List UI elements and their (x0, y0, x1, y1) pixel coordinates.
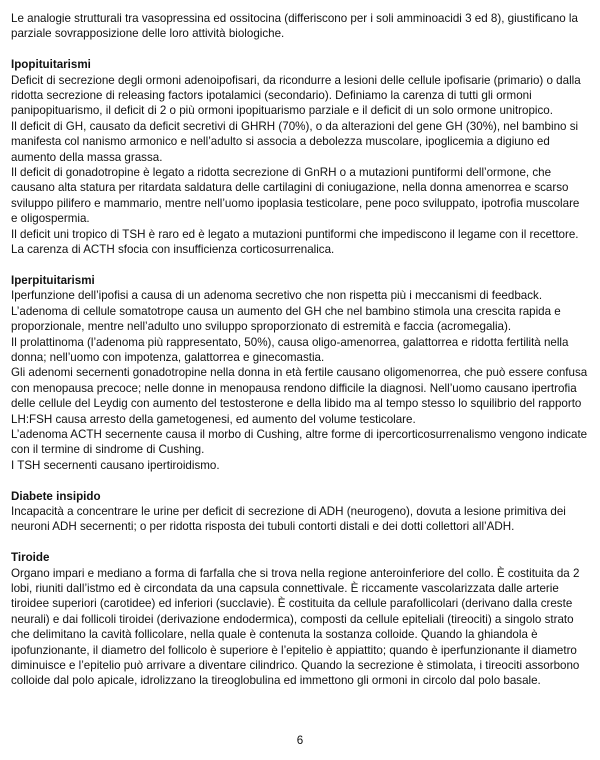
paragraph: L’adenoma di cellule somatotrope causa un aumento del GH che nel bambino stimola una crescita rapida e proporzionale, mentre nell’adulto uno sviluppo sproporzionato di estremità e faccia (acromegalia). (11, 304, 561, 334)
paragraph: La carenza di ACTH sfocia con insufficienza corticosurrenalica. (11, 243, 335, 257)
heading-ipopituitarismi: Ipopituitarismi (11, 58, 91, 72)
paragraph: Incapacità a concentrare le urine per deficit di secrezione di ADH (neurogeno), dovuta a lesione primitiva dei neuroni ADH secernenti; o per ridotta risposta dei tubuli contorti distali e dei dotti collettori all’ADH. (11, 504, 566, 534)
paragraph: Gli adenomi secernenti gonadotropine nella donna in età fertile causano oligomenorrea, che può essere confusa con menopausa precoce; nelle donne in menopausa rendono difficile la diagnosi. Nell’uomo causano ipertrofia delle cellule del Leydig con aumento del testosterone e della libido ma al tempo stesso lo squilibrio del rapporto LH:FSH causa arresto della gametogenesi, ed aumento del volume testicolare. (11, 366, 588, 426)
section-ipopituitarismi (11, 57, 589, 257)
section-diabete-insipido (11, 489, 589, 535)
section-tiroide (11, 550, 589, 689)
paragraph: Il deficit di gonadotropine è legato a ridotta secrezione di GnRH o a mutazioni puntiformi dell’ormone, che causano alta statura per ritardata saldatura delle cartilagini di coniugazione, nella donna amenorrea e scarso sviluppo pilifero e mammario, mentre nell’uomo ipoplasia testicolare, pene poco sviluppato, ipotrofia muscolare e oligospermia. (11, 166, 580, 226)
paragraph: Il prolattinoma (l’adenoma più rappresentato, 50%), causa oligo-amenorrea, galattorrea e ridotta fertilità nella donna; nell’uomo con impotenza, galattorrea e ginecomastia. (11, 335, 569, 364)
heading-iperpituitarismi: Iperpituitarismi (11, 273, 95, 287)
paragraph: Iperfunzione dell’ipofisi a causa di un adenoma secretivo che non rispetta più i meccanismi di feedback. (11, 289, 543, 303)
heading-diabete-insipido: Diabete insipido (11, 489, 101, 503)
page-number: 6 (296, 734, 304, 747)
document-page (11, 11, 589, 689)
heading-tiroide: Tiroide (11, 551, 50, 565)
intro-paragraph: Le analogie strutturali tra vasopressina ed ossitocina (differiscono per i soli amminoacidi 3 ed 8), giustificano la parziale sovrapposizione delle loro attività biologiche. (11, 12, 578, 41)
paragraph: Deficit di secrezione degli ormoni adenoipofisari, da ricondurre a lesioni delle cellule ipofisarie (primario) o dalla ridotta secrezione di releasing factors ipotalamici (secondario). Definiamo la carenza di tutti gli ormoni panipopituarismo, il deficit di 2 o più ormoni ipopituarismo parziale e il deficit di un solo ormone unitropico. (11, 73, 581, 118)
paragraph: I TSH secernenti causano ipertiroidismo. (11, 458, 220, 472)
section-iperpituitarismi (11, 273, 589, 473)
paragraph: Il deficit di GH, causato da deficit secretivi di GHRH (70%), o da alterazioni del gene GH (30%), nel bambino si manifesta col nanismo armonico e nell’adulto si associa a debolezza muscolare, ipoglicemia a digiuno ed aumento della massa grassa. (11, 119, 579, 164)
paragraph-text: Il deficit uni tropico di TSH è raro ed è legato a mutazioni puntiformi che impediscono il legame con il recettore. (11, 227, 579, 241)
paragraph: L’adenoma ACTH secernente causa il morbo di Cushing, altre forme di ipercorticosurrenalismo vengono indicate con il termine di sindrome di Cushing. (11, 427, 588, 457)
paragraph: Organo impari e mediano a forma di farfalla che si trova nella regione anteroinferiore del collo. È costituita da 2 lobi, riuniti dall’istmo ed è circondata da una capsula connettivale. È riccamente vascolarizzata dalle arterie tiroidee superiori (carotidee) ed inferiori (succlavie). È costituita da cellule parafollicolari (derivano dalla creste neurali) e dai follicoli tiroidei (derivazione endodermica), composti da cellule epiteliali (tireociti) a singolo strato che delimitano la cavità follicolare, nella quale è contenuta la sostanza colloide. Quando la ghiandola è ipofunzionante, il diametro del follicolo è superiore è l’epitelio è appiattito; quando è iperfunzionante il diametro diminuisce e l’epitelio può arrivare a diventare cilindrico. Quando la secrezione è stimolata, i tireociti assorbono colloide dal polo apicale, idrolizzano la tireoglobulina ed immettono gli ormoni in circolo dal polo basale. (11, 566, 580, 688)
paragraph (11, 227, 589, 242)
